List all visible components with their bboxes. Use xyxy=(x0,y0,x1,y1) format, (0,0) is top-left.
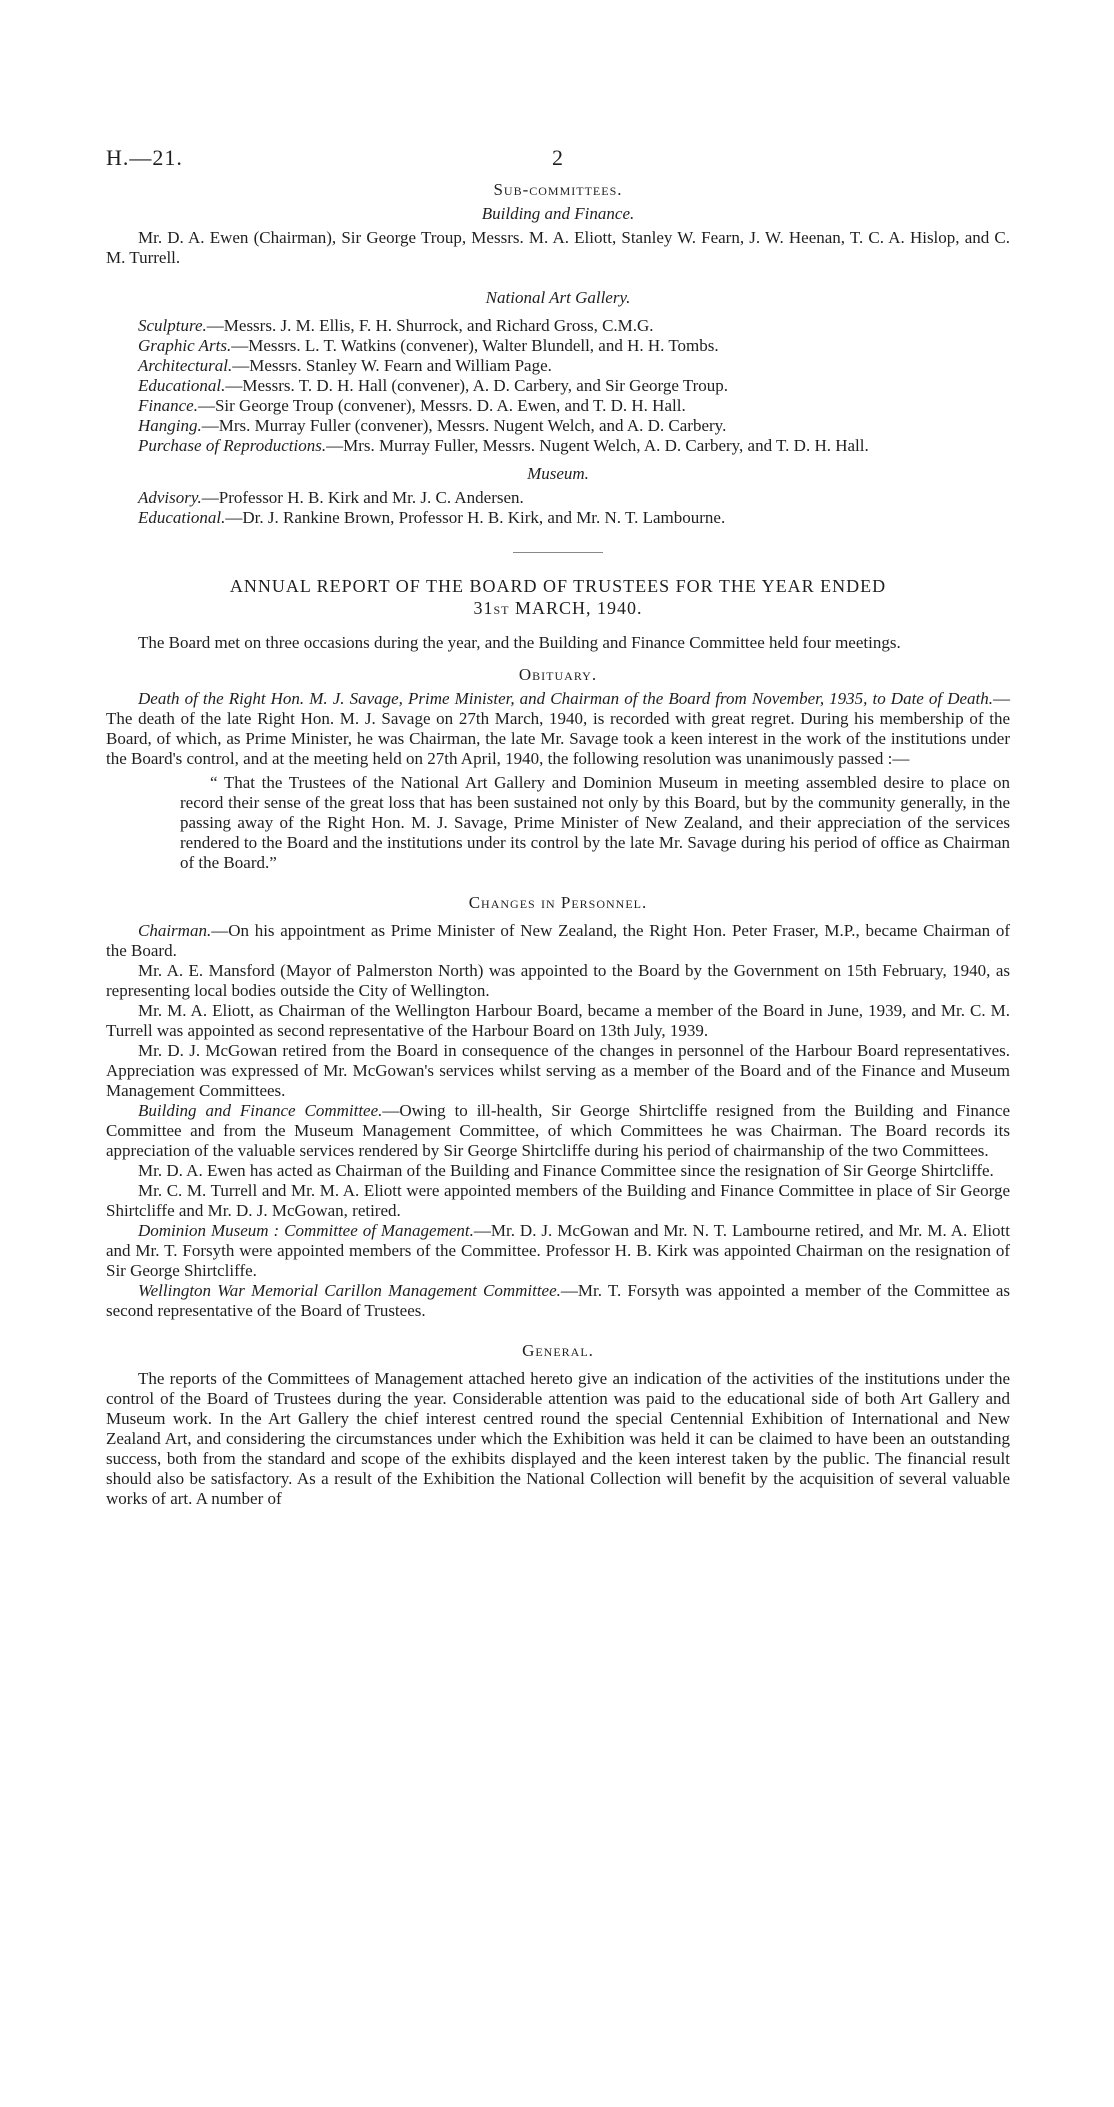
list-item: Educational.—Dr. J. Rankine Brown, Professor H. B. Kirk, and Mr. N. T. Lambourne. xyxy=(138,508,726,527)
personnel-heading: Changes in Personnel. xyxy=(468,893,648,912)
general-paragraph: The reports of the Committees of Management attached hereto give an indication of the activities of the institutions under the control of the Board of Trustees during the year. Considerable attention was paid to the educational side of both Art Gallery and Museum work. In the Art Gallery the chief interest centred round the special Centennial Exhibition of International and New Zealand Art, and considering the circumstances under which the Exhibition was held it can be claimed to have been an outstanding success, both from the standard and scope of the exhibits displayed and the keen interest taken by the public. The financial result should also be satisfactory. As a result of the Exhibition the National Collection will benefit by the acquisition of several valuable works of art. A number of xyxy=(106,1369,1010,1508)
personnel-paragraph: Chairman.—On his appointment as Prime Minister of New Zealand, the Right Hon. Peter Fraser, M.P., became Chairman of the Board. xyxy=(106,921,1010,960)
page-header xyxy=(106,140,1010,180)
personnel-paragraph: Wellington War Memorial Carillon Management Committee.—Mr. T. Forsyth was appointed a member of the Committee as second representative of the Board of Trustees. xyxy=(106,1281,1010,1320)
subcommittees-heading: Sub-committees. xyxy=(493,180,623,199)
list-item: Finance.—Sir George Troup (convener), Messrs. D. A. Ewen, and T. D. H. Hall. xyxy=(138,396,686,415)
museum-list xyxy=(106,488,1010,528)
list-item: Architectural.—Messrs. Stanley W. Fearn and William Page. xyxy=(138,356,552,375)
museum-title: Museum. xyxy=(527,464,589,483)
document-page xyxy=(0,140,1114,2107)
report-intro: The Board met on three occasions during the year, and the Building and Finance Committee held four meetings. xyxy=(138,633,901,652)
list-item: Purchase of Reproductions.—Mrs. Murray Fuller, Messrs. Nugent Welch, A. D. Carbery, and T. D. H. Hall. xyxy=(138,436,869,455)
list-item: Graphic Arts.—Messrs. L. T. Watkins (convener), Walter Blundell, and H. H. Tombs. xyxy=(138,336,719,355)
personnel-paragraph: Mr. M. A. Eliott, as Chairman of the Wellington Harbour Board, became a member of the Board in June, 1939, and Mr. C. M. Turrell was appointed as second representative of the Harbour Board on 13th July, 1939. xyxy=(106,1001,1010,1040)
subcommittees-section xyxy=(106,180,1010,528)
personnel-paragraph: Mr. D. J. McGowan retired from the Board in consequence of the changes in personnel of the Harbour Board representatives. Appreciation was expressed of Mr. McGowan's services whilst serving as a member of the Board and of the Finance and Museum Management Committees. xyxy=(106,1041,1010,1100)
personnel-paragraph: Mr. A. E. Mansford (Mayor of Palmerston North) was appointed to the Board by the Government on 15th February, 1940, as representing local bodies outside the City of Wellington. xyxy=(106,961,1010,1000)
page-number: 2 xyxy=(552,145,563,170)
national-art-gallery-title: National Art Gallery. xyxy=(485,288,631,307)
building-finance-title: Building and Finance. xyxy=(481,204,635,223)
list-item: Hanging.—Mrs. Murray Fuller (convener), Messrs. Nugent Welch, and A. D. Carbery. xyxy=(138,416,727,435)
personnel-paragraph: Dominion Museum : Committee of Management.—Mr. D. J. McGowan and Mr. N. T. Lambourne retired, and Mr. M. A. Eliott and Mr. T. Forsyth were appointed members of the Committee. Professor H. B. Kirk was appointed Chairman on the resignation of Sir George Shirtcliffe. xyxy=(106,1221,1010,1280)
obituary-paragraph: Death of the Right Hon. M. J. Savage, Prime Minister, and Chairman of the Board from November, 1935, to Date of Death.—The death of the late Right Hon. M. J. Savage on 27th March, 1940, is recorded with great regret. During his membership of the Board, of which, as Prime Minister, he was Chairman, the late Mr. Savage took a keen interest in the work of the institutions under the Board's control, and at the meeting held on 27th April, 1940, the following resolution was unanimously passed :— xyxy=(106,689,1010,768)
personnel-paragraph: Building and Finance Committee.—Owing to ill-health, Sir George Shirtcliffe resigned from the Building and Finance Committee and from the Museum Management Committee, of which Committees he was Chairman. The Board records its appreciation of the valuable services rendered by Sir George Shirtcliffe during his period of chairmanship of the two Committees. xyxy=(106,1101,1010,1160)
personnel-paragraph: Mr. D. A. Ewen has acted as Chairman of the Building and Finance Committee since the resignation of Sir George Shirtcliffe. xyxy=(138,1161,994,1180)
national-art-gallery-list xyxy=(106,316,1010,456)
obituary-heading: Obituary. xyxy=(518,665,598,684)
personnel-paragraph: Mr. C. M. Turrell and Mr. M. A. Eliott were appointed members of the Building and Finance Committee in place of Sir George Shirtcliffe and Mr. D. J. McGowan, retired. xyxy=(106,1181,1010,1220)
document-reference: H.—21. xyxy=(106,145,183,170)
list-item: Educational.—Messrs. T. D. H. Hall (convener), A. D. Carbery, and Sir George Troup. xyxy=(138,376,729,395)
list-item: Advisory.—Professor H. B. Kirk and Mr. J. C. Andersen. xyxy=(138,488,524,507)
report-title: ANNUAL REPORT OF THE BOARD OF TRUSTEES FOR THE YEAR ENDED 31ST MARCH, 1940. xyxy=(229,576,887,618)
section-divider xyxy=(513,552,603,553)
general-heading: General. xyxy=(522,1341,594,1360)
resolution-quote: “ That the Trustees of the National Art Gallery and Dominion Museum in meeting assembled desire to place on record their sense of the great loss that has been sustained not only by this Board, but by the community generally, in the passing away of the Right Hon. M. J. Savage, Prime Minister of New Zealand, and their appreciation of the services rendered to the Board and the institutions under its control by the late Mr. Savage during his period of office as Chairman of the Board.” xyxy=(180,773,1010,872)
list-item: Sculpture.—Messrs. J. M. Ellis, F. H. Shurrock, and Richard Gross, C.M.G. xyxy=(138,316,654,335)
annual-report-section xyxy=(106,575,1010,1509)
building-finance-members: Mr. D. A. Ewen (Chairman), Sir George Troup, Messrs. M. A. Eliott, Stanley W. Fearn, J. W. Heenan, T. C. A. Hislop, and C. M. Turrell. xyxy=(106,228,1010,267)
